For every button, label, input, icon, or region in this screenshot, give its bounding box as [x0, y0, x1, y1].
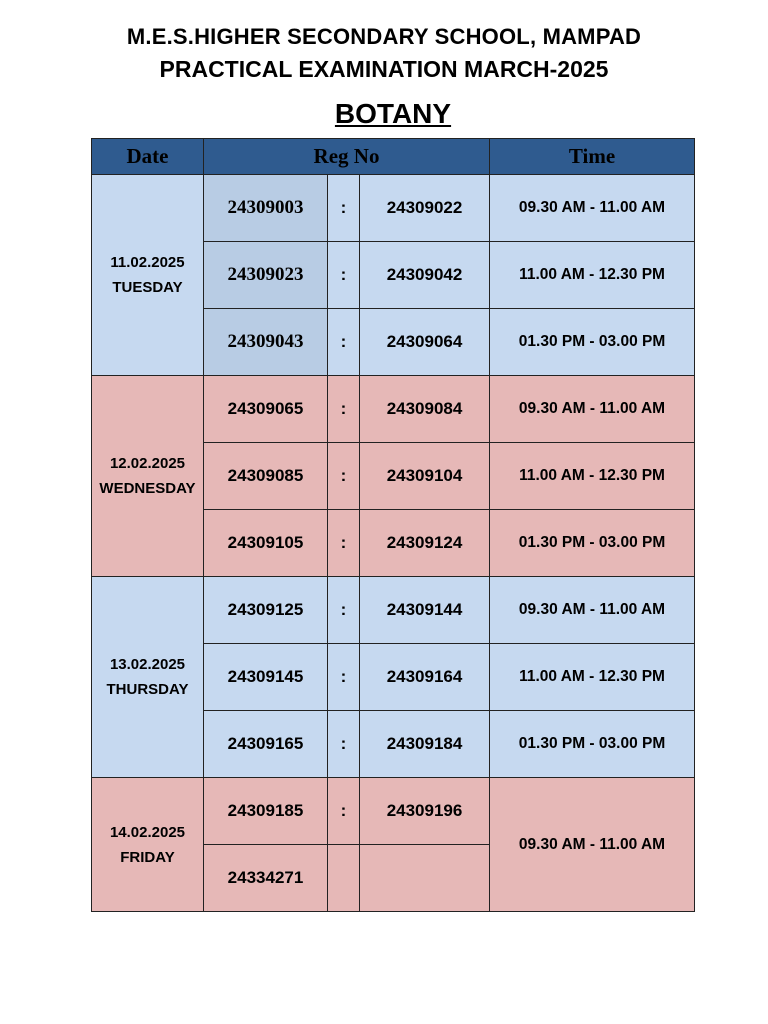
- time-slot: 11.00 AM - 12.30 PM: [490, 242, 695, 309]
- reg-to: 24309104: [360, 443, 490, 510]
- time-slot: 09.30 AM - 11.00 AM: [490, 778, 695, 912]
- date-cell: [92, 376, 204, 577]
- exam-title: PRACTICAL EXAMINATION MARCH-2025: [159, 56, 609, 82]
- reg-separator: :: [328, 309, 360, 376]
- reg-separator: :: [328, 376, 360, 443]
- reg-to: 24309084: [360, 376, 490, 443]
- day-value: THURSDAY: [106, 681, 189, 698]
- reg-to: 24309022: [360, 175, 490, 242]
- reg-separator: :: [328, 175, 360, 242]
- reg-separator: :: [328, 510, 360, 577]
- reg-to: 24309164: [360, 644, 490, 711]
- date-cell: [92, 577, 204, 778]
- header-time: Time: [490, 139, 695, 175]
- reg-from: 24309023: [204, 242, 328, 309]
- reg-to: 24309124: [360, 510, 490, 577]
- time-slot: 09.30 AM - 11.00 AM: [490, 376, 695, 443]
- day-value: TUESDAY: [112, 279, 183, 296]
- reg-separator: :: [328, 711, 360, 778]
- time-slot: 11.00 AM - 12.30 PM: [490, 443, 695, 510]
- reg-to: 24309184: [360, 711, 490, 778]
- reg-from: 24309145: [204, 644, 328, 711]
- reg-to: 24309064: [360, 309, 490, 376]
- table-row: [92, 376, 695, 443]
- reg-from: 24309185: [204, 778, 328, 845]
- date-value: 14.02.2025: [109, 823, 186, 841]
- reg-from: 24309125: [204, 577, 328, 644]
- date-value: 11.02.2025: [110, 254, 185, 271]
- time-slot: 11.00 AM - 12.30 PM: [490, 644, 695, 711]
- day-value: FRIDAY: [120, 848, 175, 866]
- date-value: 13.02.2025: [109, 656, 186, 673]
- time-slot: 01.30 PM - 03.00 PM: [490, 510, 695, 577]
- date-cell: [92, 778, 204, 912]
- reg-separator: :: [328, 242, 360, 309]
- reg-separator: :: [328, 778, 360, 845]
- time-slot: 09.30 AM - 11.00 AM: [490, 577, 695, 644]
- header-reg-no: Reg No: [204, 139, 490, 175]
- reg-from: 24309003: [204, 175, 328, 242]
- reg-from: 24309065: [204, 376, 328, 443]
- reg-to: 24309042: [360, 242, 490, 309]
- subject-title: BOTANY: [334, 98, 452, 129]
- table-row: [92, 778, 695, 845]
- reg-separator: :: [328, 644, 360, 711]
- reg-from: 24309085: [204, 443, 328, 510]
- table-header-row: [92, 139, 695, 175]
- day-value: WEDNESDAY: [99, 480, 196, 497]
- reg-from: 24309043: [204, 309, 328, 376]
- reg-to: 24309144: [360, 577, 490, 644]
- time-slot: 01.30 PM - 03.00 PM: [490, 309, 695, 376]
- time-slot: 09.30 AM - 11.00 AM: [490, 175, 695, 242]
- reg-to: 24309196: [360, 778, 490, 845]
- time-slot: 01.30 PM - 03.00 PM: [490, 711, 695, 778]
- schedule-table: [91, 138, 695, 912]
- reg-separator: :: [328, 443, 360, 510]
- reg-separator: [328, 845, 360, 912]
- reg-from: 24309105: [204, 510, 328, 577]
- table-row: [92, 175, 695, 242]
- date-cell: [92, 175, 204, 376]
- school-name: M.E.S.HIGHER SECONDARY SCHOOL, MAMPAD: [126, 24, 642, 49]
- reg-from: 24309165: [204, 711, 328, 778]
- reg-to: [360, 845, 490, 912]
- date-value: 12.02.2025: [109, 455, 186, 472]
- table-row: [92, 577, 695, 644]
- reg-separator: :: [328, 577, 360, 644]
- header-date: Date: [92, 139, 204, 175]
- reg-from: 24334271: [204, 845, 328, 912]
